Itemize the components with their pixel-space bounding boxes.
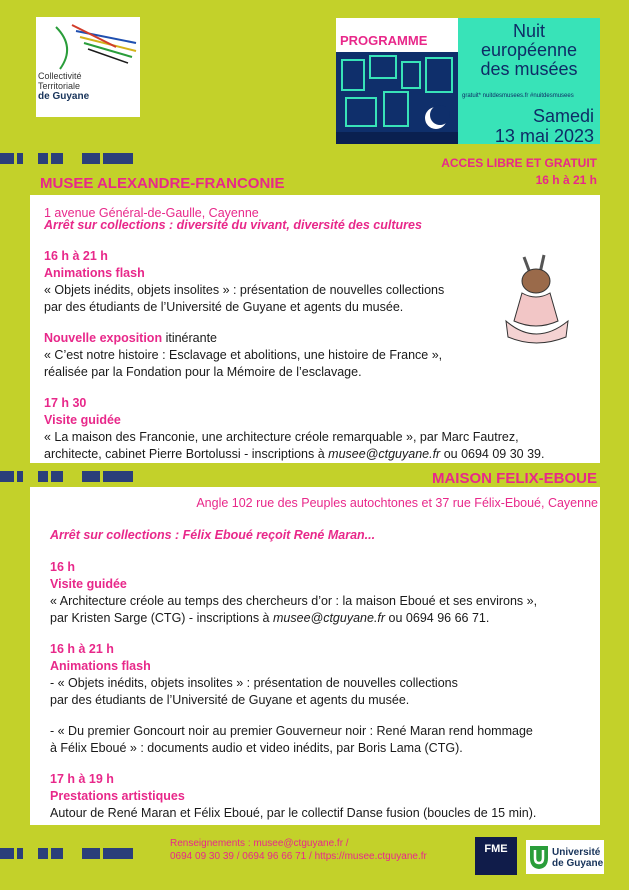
- poster-title-line-1: Nuit: [512, 21, 545, 41]
- musee-arret: Arrêt sur collections : diversité du vivant, diversité des cultures: [44, 218, 422, 232]
- frames-illustration-icon: [336, 52, 458, 144]
- poster-title-line-3: des musées: [480, 59, 578, 79]
- logo-line-1: Collectivité: [38, 71, 82, 81]
- maison-title: MAISON FELIX-EBOUE: [431, 470, 597, 487]
- decor-strip: [0, 471, 145, 482]
- logo-line-2: Territoriale: [38, 81, 81, 91]
- maison-e3-title: Prestations artistiques: [50, 789, 185, 803]
- musee-email-link[interactable]: musee@ctguyane.fr: [328, 447, 441, 461]
- maison-e2-line-1: - « Objets inédits, objets insolites » : présentation de nouvelles collections: [50, 676, 458, 690]
- child-illustration-icon: [496, 251, 576, 347]
- maison-e3-line-1: Autour de René Maran et Félix Eboué, par le collectif Danse fusion (boucles de 15 min).: [50, 806, 537, 820]
- ctg-logo: [36, 17, 140, 117]
- maison-e1-line-2b: ou 0694 96 66 71.: [385, 611, 490, 625]
- musee-e2-line-2: réalisée par la Fondation pour la Mémoire de l’esclavage.: [44, 365, 362, 379]
- musee-e1-line-1: « Objets inédits, objets insolites » : présentation de nouvelles collections: [44, 283, 445, 297]
- footer-contact: [170, 837, 427, 863]
- access-info: [441, 155, 597, 189]
- universite-line-1: Université: [552, 847, 601, 858]
- access-line-1: ACCES LIBRE ET GRATUIT: [441, 156, 597, 170]
- musee-e3-line-1: « La maison des Franconie, une architecture créole remarquable », par Marc Fautrez,: [44, 430, 519, 444]
- fme-label: FME: [484, 843, 508, 855]
- maison-e1-title: Visite guidée: [50, 577, 127, 591]
- maison-address: Angle 102 rue des Peuples autochtones et 37 rue Félix-Eboué, Cayenne: [196, 496, 598, 510]
- poster-links: gratuit* nuitdesmusees.fr #nuitdesmusees: [462, 93, 574, 99]
- maison-e2-title: Animations flash: [50, 659, 151, 673]
- poster-day: Samedi: [532, 106, 594, 126]
- musee-panel: [30, 195, 600, 463]
- programme-label: PROGRAMME: [340, 33, 428, 48]
- universite-shield-icon: [528, 844, 550, 870]
- footer-line-1[interactable]: Renseignements : musee@ctguyane.fr /: [170, 838, 349, 849]
- musee-e3-time: 17 h 30: [44, 396, 87, 410]
- musee-e3-title: Visite guidée: [44, 413, 121, 427]
- maison-e2-line-2: par des étudiants de l’Université de Guyane et agents du musée.: [50, 693, 410, 707]
- footer-line-2[interactable]: 0694 09 30 39 / 0694 96 66 71 / https://musee.ctguyane.fr: [170, 851, 427, 862]
- musee-e2-suffix: itinérante: [162, 331, 217, 345]
- maison-panel: [30, 487, 600, 825]
- maison-e2-line-4: à Félix Eboué » : documents audio et video inédits, par Boris Lama (CTG).: [50, 741, 463, 755]
- musee-e2-line-1: « C’est notre histoire : Esclavage et abolitions, une histoire de France »,: [44, 348, 443, 362]
- musee-e1-line-2: par des étudiants de l’Université de Guyane et agents du musée.: [44, 300, 404, 314]
- maison-e1-time: 16 h: [50, 560, 76, 574]
- museum-artwork: [336, 52, 458, 144]
- maison-arret: Arrêt sur collections : Félix Eboué reçoit René Maran...: [50, 528, 376, 542]
- musee-title: MUSEE ALEXANDRE-FRANCONIE: [40, 175, 285, 192]
- musee-e2-title: Nouvelle exposition: [44, 331, 163, 345]
- musee-e3-line-2b: ou 0694 09 30 39.: [440, 447, 545, 461]
- maison-e3-time: 17 h à 19 h: [50, 772, 114, 786]
- universite-logo: [526, 840, 604, 874]
- maison-email-link[interactable]: musee@ctguyane.fr: [273, 611, 386, 625]
- decor-strip: [0, 153, 145, 164]
- access-hours: 16 h à 21 h: [535, 173, 597, 187]
- musee-address: 1 avenue Général-de-Gaulle, Cayenne: [44, 206, 259, 220]
- universite-line-2: de Guyane: [552, 858, 604, 869]
- decor-strip: [0, 848, 145, 859]
- musee-e1-time: 16 h à 21 h: [44, 249, 108, 263]
- fme-logo: [475, 837, 517, 875]
- poster-title-block: [458, 18, 600, 144]
- ctg-logo-icon: [36, 17, 140, 73]
- musee-e3-line-2a: architecte, cabinet Pierre Bortolussi - inscriptions à: [44, 447, 329, 461]
- logo-line-3: de Guyane: [38, 91, 90, 102]
- maison-e1-line-1: « Architecture créole au temps des chercheurs d’or : la maison Eboué et ses environs »,: [50, 594, 538, 608]
- maison-e2-line-3: - « Du premier Goncourt noir au premier Gouverneur noir : René Maran rend hommage: [50, 724, 533, 738]
- maison-e1-line-2a: par Kristen Sarge (CTG) - inscriptions à: [50, 611, 273, 625]
- maison-e2-time: 16 h à 21 h: [50, 642, 114, 656]
- poster-title-line-2: européenne: [480, 40, 578, 60]
- musee-e1-title: Animations flash: [44, 266, 145, 280]
- poster-date: 13 mai 2023: [494, 126, 594, 146]
